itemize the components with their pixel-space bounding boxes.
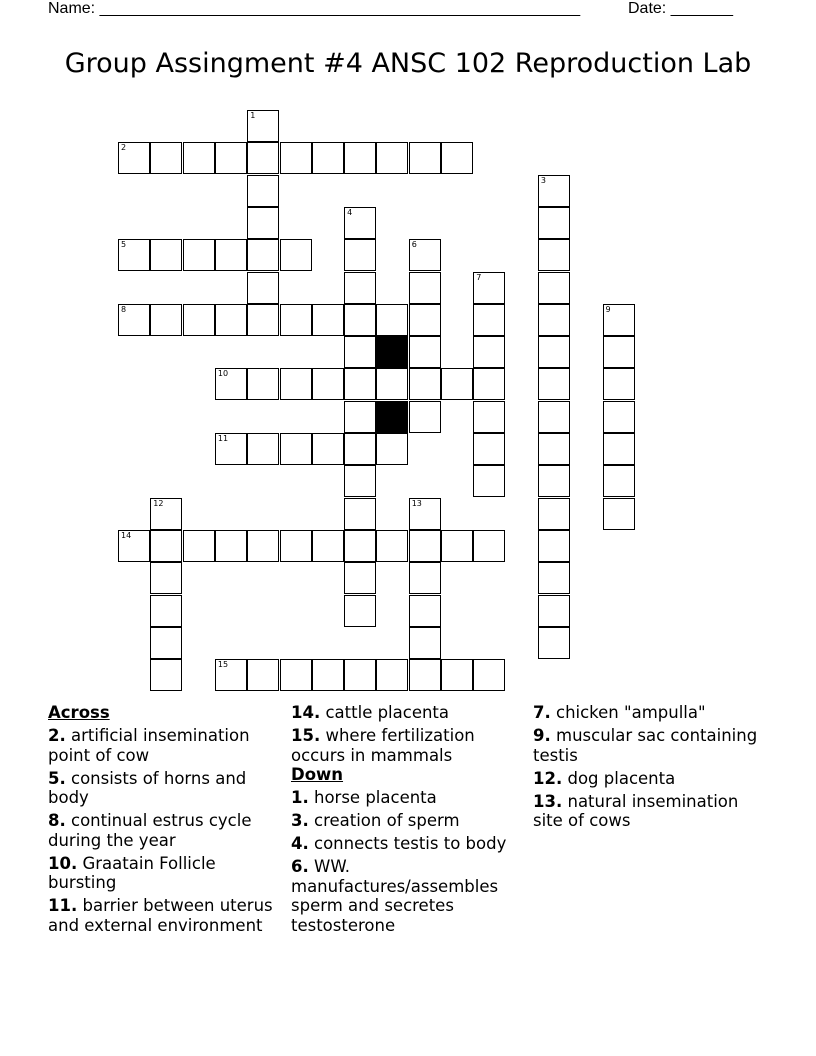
- grid-cell[interactable]: [344, 595, 376, 627]
- grid-cell[interactable]: [473, 530, 505, 562]
- grid-cell[interactable]: [538, 368, 570, 400]
- grid-cell[interactable]: [441, 142, 473, 174]
- clue-number: 15: [217, 660, 229, 670]
- grid-cell[interactable]: [312, 433, 344, 465]
- grid-cell[interactable]: [603, 336, 635, 368]
- grid-cell[interactable]: [376, 368, 408, 400]
- clue-number: 1: [250, 111, 256, 120]
- grid-cell-black: [376, 401, 408, 433]
- grid-cell[interactable]: [538, 627, 570, 659]
- grid-cell[interactable]: [344, 433, 376, 465]
- clue-across-2: 2. artificial insemination point of cow: [48, 726, 250, 765]
- grid-cell[interactable]: [603, 433, 635, 465]
- grid-cell[interactable]: [150, 627, 182, 659]
- grid-cell[interactable]: [183, 304, 215, 336]
- grid-cell[interactable]: [473, 401, 505, 433]
- grid-cell[interactable]: [344, 368, 376, 400]
- grid-cell[interactable]: [247, 659, 279, 691]
- grid-cell[interactable]: [247, 239, 279, 271]
- clue-across-11: 11. barrier between uterus and external environment: [48, 896, 273, 935]
- grid-cell[interactable]: [538, 595, 570, 627]
- clue-across-8: 8. continual estrus cycle during the year: [48, 811, 252, 850]
- clues-column-2: [291, 703, 527, 939]
- clue-number: 13: [411, 498, 422, 508]
- clue-down-12: 12. dog placenta: [533, 768, 676, 788]
- grid-cell[interactable]: [150, 498, 182, 530]
- grid-cell[interactable]: [344, 498, 376, 530]
- grid-cell[interactable]: [538, 239, 570, 271]
- grid-cell[interactable]: [409, 498, 441, 530]
- clue-down-3: 3. creation of sperm: [291, 811, 460, 830]
- clue-number: 12: [153, 498, 164, 508]
- grid-cell[interactable]: [183, 239, 215, 271]
- clue-across-10: 10. Graatain Follicle bursting: [48, 853, 216, 892]
- clue-number: 14: [121, 530, 132, 540]
- grid-cell[interactable]: [538, 175, 570, 207]
- grid-cell[interactable]: [118, 142, 150, 174]
- clue-number: 9: [605, 304, 611, 314]
- grid-cell[interactable]: [215, 659, 247, 691]
- grid-cell[interactable]: [603, 401, 635, 433]
- clue-number: 8: [121, 304, 127, 314]
- grid-cell[interactable]: [409, 530, 441, 562]
- grid-cell[interactable]: [603, 304, 635, 336]
- clue-down-7: 7. chicken "ampulla": [533, 703, 706, 722]
- clue-down-1: 1. horse placenta: [291, 788, 437, 807]
- grid-cell[interactable]: [409, 142, 441, 174]
- name-field[interactable]: Name: ______________________________________________________: [48, 0, 581, 17]
- grid-cell[interactable]: [215, 433, 247, 465]
- grid-cell[interactable]: [344, 530, 376, 562]
- clue-across-14: 14. cattle placenta: [291, 703, 450, 722]
- clue-down-4: 4. connects testis to body: [291, 834, 507, 853]
- grid-cell[interactable]: [473, 368, 505, 400]
- grid-cell[interactable]: [280, 239, 312, 271]
- grid-cell[interactable]: [247, 304, 279, 336]
- grid-cell[interactable]: [344, 142, 376, 174]
- grid-cell[interactable]: [376, 530, 408, 562]
- grid-cell[interactable]: [441, 368, 473, 400]
- grid-cell[interactable]: [118, 304, 150, 336]
- grid-cell[interactable]: [280, 142, 312, 174]
- clues-column-1: [48, 703, 288, 939]
- grid-cell[interactable]: [280, 304, 312, 336]
- grid-cell[interactable]: [538, 304, 570, 336]
- clue-number: 6: [411, 240, 417, 250]
- clue-number: 4: [347, 207, 353, 217]
- grid-cell[interactable]: [538, 465, 570, 497]
- grid-cell[interactable]: [247, 433, 279, 465]
- grid-cell[interactable]: [344, 272, 376, 304]
- grid-cell[interactable]: [344, 401, 376, 433]
- grid-cell[interactable]: [473, 465, 505, 497]
- grid-cell[interactable]: [409, 272, 441, 304]
- grid-cell[interactable]: [409, 336, 441, 368]
- grid-cell[interactable]: [247, 272, 279, 304]
- grid-cell[interactable]: [603, 368, 635, 400]
- grid-cell[interactable]: [312, 304, 344, 336]
- clue-number: 2: [121, 143, 127, 153]
- clue-down-9: 9. muscular sac containing testis: [533, 726, 758, 765]
- grid-cell-black: [376, 336, 408, 368]
- clue-number: 3: [540, 175, 546, 185]
- grid-cell[interactable]: [538, 433, 570, 465]
- grid-cell[interactable]: [538, 336, 570, 368]
- clue-number: 5: [121, 240, 127, 250]
- grid-cell[interactable]: [409, 304, 441, 336]
- grid-cell[interactable]: [150, 562, 182, 594]
- grid-cell[interactable]: [150, 659, 182, 691]
- grid-cell[interactable]: [312, 368, 344, 400]
- grid-cell[interactable]: [247, 142, 279, 174]
- grid-cell[interactable]: [473, 659, 505, 691]
- grid-cell[interactable]: [409, 401, 441, 433]
- grid-cell[interactable]: [247, 207, 279, 239]
- clue-down-13: 13. natural insemination site of cows: [533, 791, 739, 830]
- grid-cell[interactable]: [376, 304, 408, 336]
- grid-cell[interactable]: [603, 465, 635, 497]
- grid-cell[interactable]: [215, 304, 247, 336]
- clue-across-15: 15. where fertilization occurs in mammals: [291, 726, 475, 765]
- grid-cell[interactable]: [603, 498, 635, 530]
- grid-cell[interactable]: [538, 207, 570, 239]
- grid-cell[interactable]: [150, 142, 182, 174]
- grid-cell[interactable]: [118, 530, 150, 562]
- grid-cell[interactable]: [376, 142, 408, 174]
- grid-cell[interactable]: [473, 304, 505, 336]
- across-heading: Across: [48, 703, 110, 722]
- grid-cell[interactable]: [344, 304, 376, 336]
- grid-cell[interactable]: [409, 595, 441, 627]
- grid-cell[interactable]: [150, 239, 182, 271]
- grid-cell[interactable]: [538, 562, 570, 594]
- grid-cell[interactable]: [376, 659, 408, 691]
- grid-cell[interactable]: [344, 659, 376, 691]
- grid-cell[interactable]: [344, 562, 376, 594]
- grid-cell[interactable]: [215, 239, 247, 271]
- clue-number: 10: [217, 369, 229, 379]
- clues-column-3: [533, 703, 773, 834]
- grid-cell[interactable]: [150, 304, 182, 336]
- grid-cell[interactable]: [344, 465, 376, 497]
- grid-cell[interactable]: [344, 207, 376, 239]
- grid-cell[interactable]: [441, 530, 473, 562]
- grid-cell[interactable]: [247, 110, 279, 142]
- grid-cell[interactable]: [280, 659, 312, 691]
- grid-cell[interactable]: [312, 530, 344, 562]
- grid-cell[interactable]: [247, 175, 279, 207]
- grid-cell[interactable]: [183, 142, 215, 174]
- grid-cell[interactable]: [473, 272, 505, 304]
- grid-cell[interactable]: [247, 368, 279, 400]
- grid-cell[interactable]: [344, 336, 376, 368]
- grid-cell[interactable]: [409, 659, 441, 691]
- grid-cell[interactable]: [215, 368, 247, 400]
- grid-cell[interactable]: [473, 433, 505, 465]
- grid-cell[interactable]: [409, 239, 441, 271]
- grid-cell[interactable]: [150, 595, 182, 627]
- grid-cell[interactable]: [344, 239, 376, 271]
- grid-cell[interactable]: [215, 530, 247, 562]
- grid-cell[interactable]: [183, 530, 215, 562]
- grid-cell[interactable]: [409, 562, 441, 594]
- grid-cell[interactable]: [538, 272, 570, 304]
- grid-cell[interactable]: [473, 336, 505, 368]
- page-title: Group Assingment #4 ANSC 102 Reproduction Lab: [64, 48, 752, 79]
- clue-across-5: 5. consists of horns and body: [48, 768, 247, 807]
- grid-cell[interactable]: [150, 530, 182, 562]
- grid-cell[interactable]: [409, 627, 441, 659]
- grid-cell[interactable]: [538, 530, 570, 562]
- down-heading: Down: [291, 765, 344, 784]
- grid-cell[interactable]: [312, 142, 344, 174]
- grid-cell[interactable]: [538, 498, 570, 530]
- grid-cell[interactable]: [409, 368, 441, 400]
- date-field[interactable]: Date: _______: [628, 0, 733, 17]
- grid-cell[interactable]: [118, 239, 150, 271]
- grid-cell[interactable]: [312, 659, 344, 691]
- clue-down-6: 6. WW. manufactures/assembles sperm and secretes testosterone: [291, 857, 499, 935]
- grid-cell[interactable]: [538, 401, 570, 433]
- grid-cell[interactable]: [215, 142, 247, 174]
- clue-number: 11: [217, 434, 229, 443]
- clue-number: 7: [476, 272, 482, 282]
- grid-cell[interactable]: [247, 530, 279, 562]
- grid-cell[interactable]: [441, 659, 473, 691]
- grid-cell[interactable]: [376, 433, 408, 465]
- grid-cell[interactable]: [280, 433, 312, 465]
- grid-cell[interactable]: [280, 368, 312, 400]
- grid-cell[interactable]: [280, 530, 312, 562]
